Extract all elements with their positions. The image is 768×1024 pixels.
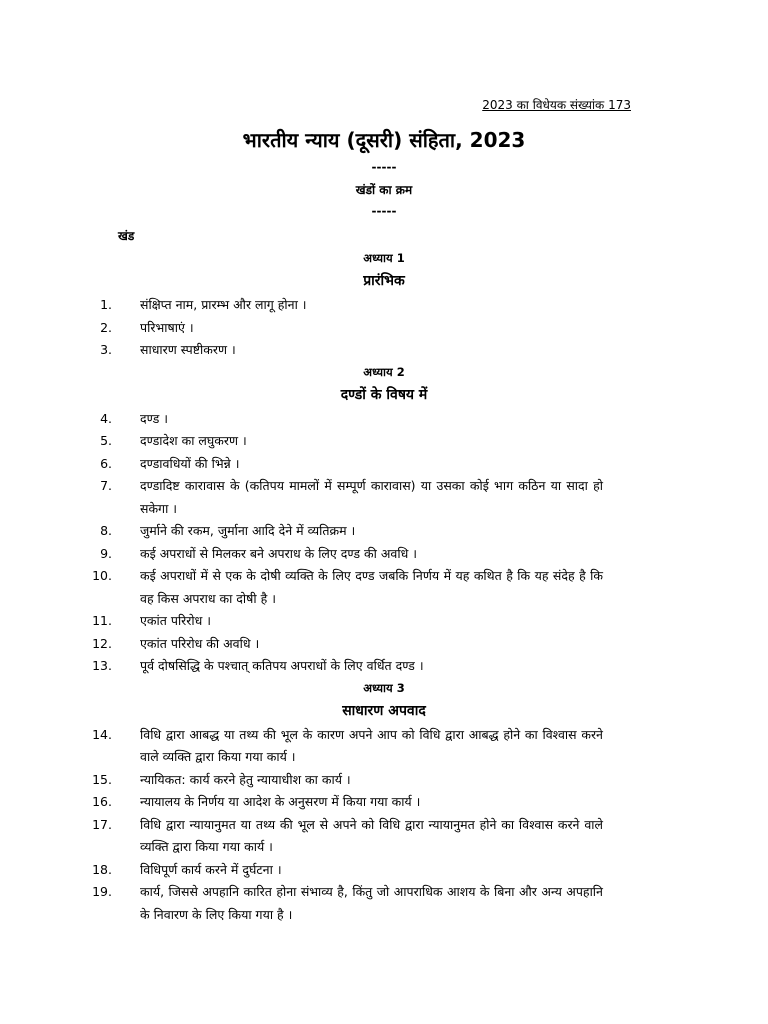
section-row xyxy=(0,814,768,859)
section-row xyxy=(0,475,768,520)
section-text: विधि द्वारा न्यायानुमत या तथ्य की भूल से अपने को विधि द्वारा न्यायानुमत होने का विश्वास करने वाले व्यक्ति द्वारा किया गया कार्य । xyxy=(140,816,603,854)
section-row xyxy=(0,339,768,362)
section-number: 10. xyxy=(92,568,112,583)
section-text: कार्य, जिससे अपहानि कारित होना संभाव्य है, किंतु जो आपराधिक आशय के बिना और अन्य अपहानि के निवारण के लिए किया गया है । xyxy=(140,884,603,922)
section-number: 4. xyxy=(100,410,112,426)
chapter-number: अध्याय 2 xyxy=(363,364,405,379)
section-row xyxy=(0,408,768,431)
section-row xyxy=(0,520,768,543)
section-row xyxy=(0,610,768,633)
section-text: साधारण स्पष्टीकरण । xyxy=(140,342,236,357)
section-text: विधिपूर्ण कार्य करने में दुर्घटना । xyxy=(140,861,282,877)
chapter-title: दण्डों के विषय में xyxy=(340,386,428,403)
section-text: न्यायालय के निर्णय या आदेश के अनुसरण में किया गया कार्य । xyxy=(140,794,421,809)
section-text: कई अपराधों से मिलकर बने अपराध के लिए दण्ड की अवधि । xyxy=(140,545,417,561)
section-row xyxy=(0,724,768,769)
section-text: न्यायिकत: कार्य करने हेतु न्यायाधीश का कार्य । xyxy=(140,771,351,787)
chapter-number: अध्याय 1 xyxy=(363,251,405,265)
section-number: 3. xyxy=(100,342,112,357)
document-title: भारतीय न्याय (दूसरी) संहिता, 2023 xyxy=(242,128,526,152)
section-number: 8. xyxy=(100,523,112,538)
section-text: एकांत परिरोध । xyxy=(140,613,212,628)
section-row xyxy=(0,791,768,814)
chapter-title: साधारण अपवाद xyxy=(342,702,426,719)
section-number: 19. xyxy=(92,884,112,899)
section-number: 16. xyxy=(92,794,112,809)
section-text: पूर्व दोषसिद्धि के पश्चात् कतिपय अपराधों के लिए वर्धित दण्ड । xyxy=(140,658,424,673)
section-row xyxy=(0,769,768,792)
section-text: जुर्माने की रकम, जुर्माना आदि देने में व्यतिक्रम । xyxy=(140,523,356,538)
section-number: 13. xyxy=(92,658,112,673)
section-number: 15. xyxy=(92,771,112,787)
section-number: 17. xyxy=(92,816,112,832)
section-number: 5. xyxy=(100,433,112,448)
section-row xyxy=(0,543,768,566)
section-row xyxy=(0,430,768,453)
divider-dashes-bottom: ----- xyxy=(371,204,397,218)
section-number: 11. xyxy=(92,613,112,628)
section-number: 14. xyxy=(92,726,112,742)
section-row xyxy=(0,655,768,678)
section-row xyxy=(0,859,768,882)
section-text: कई अपराधों में से एक के दोषी व्यक्ति के लिए दण्ड जबकि निर्णय में यह कथित है कि यह संदेह है कि वह किस अपराध का दोषी है । xyxy=(140,568,603,606)
section-row xyxy=(0,633,768,656)
chapters-list xyxy=(0,248,768,926)
section-row xyxy=(0,881,768,926)
section-number: 2. xyxy=(100,319,112,335)
section-number: 12. xyxy=(92,635,112,651)
section-row xyxy=(0,565,768,610)
divider-dashes-top: ----- xyxy=(371,160,397,174)
section-number: 9. xyxy=(100,545,112,561)
section-number: 7. xyxy=(100,478,112,493)
chapter-number: अध्याय 3 xyxy=(363,680,405,695)
section-text: संक्षिप्त नाम, प्रारम्भ और लागू होना । xyxy=(140,297,307,312)
section-text: दण्डादिष्ट कारावास के (कतिपय मामलों में सम्पूर्ण कारावास) या उसका कोई भाग कठिन या सादा हो सकेगा । xyxy=(140,478,603,516)
chapter-title: प्रारंभिक xyxy=(363,273,405,289)
section-text: विधि द्वारा आबद्ध या तथ्य की भूल के कारण अपने आप को विधि द्वारा आबद्ध होने का विश्वास करने वाले व्यक्ति द्वारा किया गया कार्य । xyxy=(140,726,603,764)
section-text: एकांत परिरोध की अवधि । xyxy=(140,635,260,651)
section-text: परिभाषाएं । xyxy=(140,319,194,335)
section-text: दण्डादेश का लघुकरण । xyxy=(140,433,247,448)
section-number: 18. xyxy=(92,861,112,877)
section-row xyxy=(0,453,768,476)
section-number: 1. xyxy=(100,297,112,312)
section-text: दण्ड । xyxy=(140,410,168,426)
arrangement-heading: खंडों का क्रम xyxy=(355,183,413,197)
section-number: 6. xyxy=(100,455,112,471)
khand-label: खंड xyxy=(118,229,135,243)
section-text: दण्डावधियों की भिन्ने । xyxy=(140,455,240,471)
section-row xyxy=(0,294,768,317)
bill-number: 2023 का विधेयक संख्यांक 173 xyxy=(482,98,631,112)
section-row xyxy=(0,317,768,340)
